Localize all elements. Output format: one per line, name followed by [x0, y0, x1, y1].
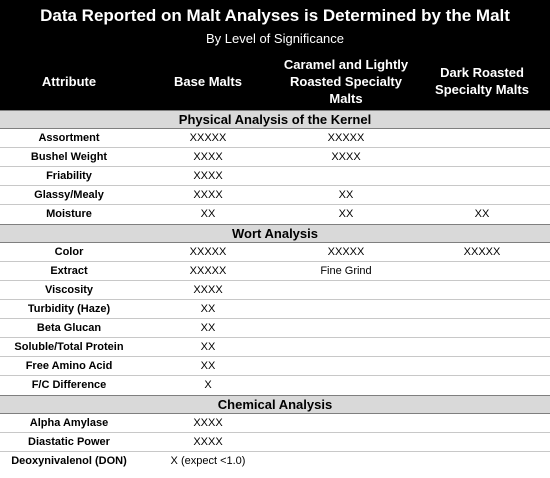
cell-caramel-malts: XX [338, 208, 354, 220]
cell-dark-roasted-malts [414, 433, 550, 451]
table-row [0, 338, 550, 357]
cell-caramel-malts [278, 414, 414, 432]
page-title: Data Reported on Malt Analyses is Determined by the Malt [40, 6, 510, 25]
cell-attribute: Soluble/Total Protein [14, 341, 124, 353]
table-row [0, 262, 550, 281]
cell-attribute: Free Amino Acid [25, 360, 113, 372]
cell-dark-roasted-malts [414, 319, 550, 337]
table-row [0, 243, 550, 262]
column-header-caramel-malts: Caramel and Lightly Roasted Specialty Malts [283, 56, 409, 106]
table-row [0, 433, 550, 452]
cell-dark-roasted-malts [414, 129, 550, 147]
cell-dark-roasted-malts [414, 376, 550, 394]
cell-base-malts: XXXX [193, 417, 223, 429]
cell-dark-roasted-malts [414, 338, 550, 356]
cell-dark-roasted-malts [414, 300, 550, 318]
cell-dark-roasted-malts [414, 148, 550, 166]
section-header: Physical Analysis of the Kernel [0, 110, 550, 129]
cell-attribute: Glassy/Mealy [34, 189, 104, 201]
cell-caramel-malts: XX [338, 189, 354, 201]
cell-attribute: Beta Glucan [36, 322, 102, 334]
cell-base-malts: XXXX [193, 436, 223, 448]
table-row [0, 148, 550, 167]
table-row [0, 186, 550, 205]
cell-caramel-malts [278, 357, 414, 375]
section-header: Wort Analysis [0, 224, 550, 243]
table-row [0, 357, 550, 376]
table-row [0, 376, 550, 395]
column-header-attribute: Attribute [41, 73, 97, 89]
cell-dark-roasted-malts [414, 281, 550, 299]
cell-dark-roasted-malts [414, 262, 550, 280]
table-row [0, 319, 550, 338]
table-row [0, 167, 550, 186]
table-header [0, 0, 550, 110]
section-header: Chemical Analysis [0, 395, 550, 414]
cell-base-malts: XX [200, 360, 216, 372]
table-row [0, 414, 550, 433]
cell-dark-roasted-malts [414, 167, 550, 185]
cell-dark-roasted-malts [414, 186, 550, 204]
cell-caramel-malts [278, 376, 414, 394]
cell-base-malts: X (expect <1.0) [170, 455, 246, 467]
cell-attribute: Assortment [38, 132, 100, 144]
cell-dark-roasted-malts [414, 452, 550, 470]
cell-dark-roasted-malts [414, 357, 550, 375]
cell-base-malts: XX [200, 303, 216, 315]
cell-attribute: Turbidity (Haze) [27, 303, 111, 315]
page-subtitle: By Level of Significance [205, 31, 345, 46]
cell-attribute: Moisture [46, 208, 92, 220]
cell-base-malts: XXXX [193, 189, 223, 201]
table-row [0, 281, 550, 300]
cell-attribute: Bushel Weight [30, 151, 108, 163]
cell-dark-roasted-malts: XX [474, 208, 490, 220]
cell-attribute: F/C Difference [31, 379, 107, 391]
cell-caramel-malts [278, 300, 414, 318]
cell-attribute: Extract [50, 265, 88, 277]
cell-base-malts: XXXX [193, 151, 223, 163]
cell-base-malts: XX [200, 341, 216, 353]
cell-attribute: Viscosity [44, 284, 94, 296]
cell-attribute: Friability [46, 170, 92, 182]
table-row [0, 129, 550, 148]
cell-caramel-malts [278, 338, 414, 356]
cell-base-malts: XXXXX [189, 246, 227, 258]
cell-caramel-malts: XXXX [331, 151, 361, 163]
cell-base-malts: X [204, 379, 212, 391]
cell-caramel-malts: Fine Grind [320, 265, 372, 277]
cell-attribute: Diastatic Power [28, 436, 110, 448]
cell-base-malts: XXXX [193, 284, 223, 296]
cell-caramel-malts [278, 452, 414, 470]
cell-base-malts: XXXXX [189, 132, 227, 144]
cell-attribute: Deoxynivalenol (DON) [11, 455, 127, 467]
cell-caramel-malts [278, 319, 414, 337]
cell-base-malts: XX [200, 208, 216, 220]
cell-dark-roasted-malts: XXXXX [463, 246, 501, 258]
column-header-dark-roasted-malts: Dark Roasted Specialty Malts [435, 65, 529, 97]
cell-base-malts: XXXX [193, 170, 223, 182]
cell-base-malts: XX [200, 322, 216, 334]
cell-caramel-malts [278, 281, 414, 299]
cell-caramel-malts: XXXXX [327, 246, 365, 258]
table-row [0, 452, 550, 471]
cell-attribute: Alpha Amylase [29, 417, 109, 429]
cell-base-malts: XXXXX [189, 265, 227, 277]
column-header-base-malts: Base Malts [174, 73, 242, 89]
cell-caramel-malts [278, 167, 414, 185]
table-row [0, 300, 550, 319]
table-row [0, 205, 550, 224]
cell-dark-roasted-malts [414, 414, 550, 432]
cell-caramel-malts: XXXXX [327, 132, 365, 144]
cell-attribute: Color [54, 246, 84, 258]
cell-caramel-malts [278, 433, 414, 451]
